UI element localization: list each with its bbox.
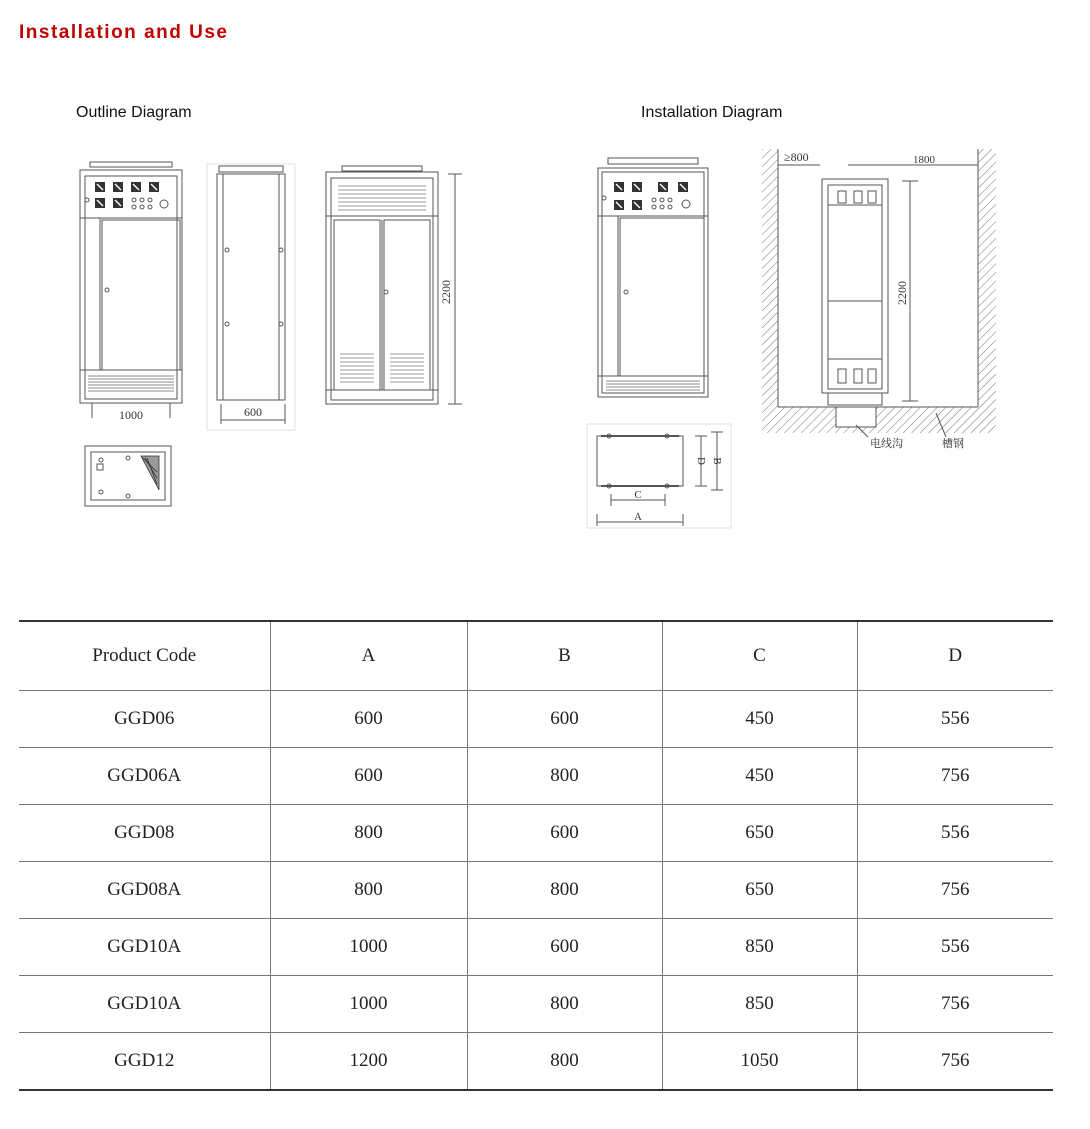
table-row — [19, 1033, 1053, 1091]
header-product-code: Product Code — [19, 621, 270, 691]
cell-b: 600 — [467, 691, 662, 748]
outline-width-label: 1000 — [119, 408, 143, 422]
cell-c: 450 — [662, 691, 857, 748]
product-dimension-table — [19, 620, 1053, 1091]
cable-trench-label: 电线沟 — [870, 438, 903, 450]
cell-product-code: GGD10A — [19, 976, 270, 1033]
installation-room-view — [758, 145, 1003, 455]
header-a: A — [270, 621, 467, 691]
header-c: C — [662, 621, 857, 691]
cell-c: 850 — [662, 976, 857, 1033]
cell-d: 556 — [857, 919, 1053, 976]
cell-a: 1000 — [270, 919, 467, 976]
header-b: B — [467, 621, 662, 691]
table-header-row — [19, 621, 1053, 691]
clearance-label: ≥800 — [784, 150, 809, 164]
side-width-label: 600 — [244, 405, 262, 419]
cell-d: 556 — [857, 805, 1053, 862]
cell-product-code: GGD08 — [19, 805, 270, 862]
cell-c: 1050 — [662, 1033, 857, 1091]
cell-d: 756 — [857, 1033, 1053, 1091]
table-row — [19, 805, 1053, 862]
cell-a: 1000 — [270, 976, 467, 1033]
outline-plan-view — [83, 444, 175, 510]
cell-a: 800 — [270, 805, 467, 862]
cell-a: 600 — [270, 748, 467, 805]
outline-diagram-title: Outline Diagram — [76, 104, 192, 121]
cell-product-code: GGD06 — [19, 691, 270, 748]
cell-b: 800 — [467, 1033, 662, 1091]
outline-side-view — [207, 162, 295, 432]
dim-b-label: B — [711, 457, 723, 465]
outline-rear-view — [322, 164, 467, 409]
cell-d: 556 — [857, 691, 1053, 748]
cell-b: 800 — [467, 862, 662, 919]
cell-product-code: GGD06A — [19, 748, 270, 805]
installation-plan-view — [587, 424, 731, 528]
room-height-label: 2200 — [895, 281, 909, 305]
table-row — [19, 976, 1053, 1033]
cell-a: 1200 — [270, 1033, 467, 1091]
outline-front-view — [76, 160, 186, 425]
cell-b: 600 — [467, 919, 662, 976]
table-row — [19, 919, 1053, 976]
cell-product-code: GGD08A — [19, 862, 270, 919]
cell-a: 600 — [270, 691, 467, 748]
page-title: Installation and Use — [19, 22, 229, 43]
cell-product-code: GGD10A — [19, 919, 270, 976]
cell-d: 756 — [857, 862, 1053, 919]
cell-b: 600 — [467, 805, 662, 862]
table-row — [19, 862, 1053, 919]
channel-steel-label: 槽钢 — [942, 438, 964, 450]
cell-c: 450 — [662, 748, 857, 805]
cell-c: 650 — [662, 862, 857, 919]
cell-d: 756 — [857, 976, 1053, 1033]
cell-a: 800 — [270, 862, 467, 919]
dim-a-label: A — [634, 511, 642, 523]
dim-c-label: C — [634, 489, 642, 501]
rear-height-label: 2200 — [439, 280, 453, 304]
cell-c: 650 — [662, 805, 857, 862]
table-row — [19, 748, 1053, 805]
dim-d-label: D — [695, 457, 707, 465]
header-d: D — [857, 621, 1053, 691]
cell-b: 800 — [467, 976, 662, 1033]
cell-c: 850 — [662, 919, 857, 976]
cell-b: 800 — [467, 748, 662, 805]
table-row — [19, 691, 1053, 748]
installation-diagram-title: Installation Diagram — [641, 104, 783, 121]
room-width-label: 1800 — [913, 154, 935, 166]
installation-front-view — [590, 156, 715, 401]
cell-product-code: GGD12 — [19, 1033, 270, 1091]
cell-d: 756 — [857, 748, 1053, 805]
